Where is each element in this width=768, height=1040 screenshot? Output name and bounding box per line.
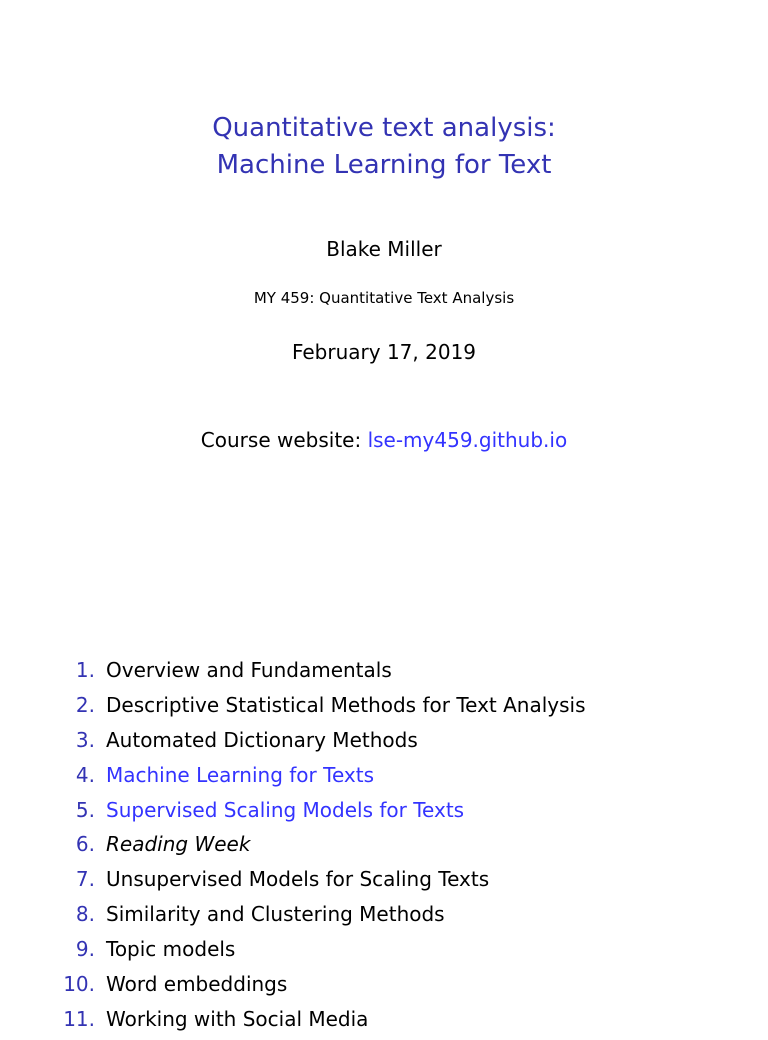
outline-item-label: Similarity and Clustering Methods [106, 902, 445, 927]
outline-item-number: 9. [75, 937, 95, 962]
outline-item [0, 656, 768, 691]
outline-item-label: Overview and Fundamentals [106, 658, 392, 682]
outline-item-label: Unsupervised Models for Scaling Texts [106, 867, 490, 892]
outline-item-number: 6. [75, 832, 95, 857]
outline-item-number: 5. [75, 797, 95, 822]
course-institute: MY 459: Quantitative Text Analysis [253, 289, 515, 307]
outline-item-current [0, 796, 768, 831]
outline-item [0, 935, 768, 970]
outline-item-number: 8. [75, 902, 95, 927]
outline-item-label: Working with Social Media [106, 1006, 369, 1031]
outline-item-label: Machine Learning for Texts [106, 762, 374, 787]
slide-date: February 17, 2019 [291, 340, 477, 364]
course-website-link[interactable]: lse-my459.github.io [367, 428, 568, 452]
outline-item-number: 4. [75, 762, 95, 787]
outline-item-number: 3. [75, 727, 95, 752]
course-website [0, 426, 768, 454]
course-website-label: Course website: [200, 428, 362, 452]
outline-item-label: Descriptive Statistical Methods for Text Analysis [106, 692, 586, 717]
outline-item [0, 726, 768, 761]
outline-item-number: 1. [75, 658, 95, 682]
outline-item-label: Reading Week [106, 832, 251, 857]
outline-item [0, 691, 768, 726]
outline-item-label: Automated Dictionary Methods [106, 727, 418, 752]
outline-item-number: 10. [63, 972, 95, 997]
outline-item [0, 830, 768, 865]
outline-item-label: Supervised Scaling Models for Texts [106, 797, 465, 822]
slide-title-line-2: Machine Learning for Text [216, 150, 552, 180]
outline-item-number: 2. [75, 692, 95, 717]
outline-item [0, 865, 768, 900]
outline-item [0, 1005, 768, 1040]
outline-item-label: Word embeddings [106, 972, 288, 997]
outline-item [0, 970, 768, 1005]
outline-item-current [0, 761, 768, 796]
outline-item-label: Topic models [106, 937, 236, 962]
outline-item [0, 900, 768, 935]
author-name: Blake Miller [326, 237, 442, 261]
slide-title-line-1: Quantitative text analysis: [212, 113, 556, 143]
course-outline-list [0, 656, 768, 1040]
outline-item-number: 11. [63, 1006, 95, 1031]
outline-item-number: 7. [75, 867, 95, 892]
